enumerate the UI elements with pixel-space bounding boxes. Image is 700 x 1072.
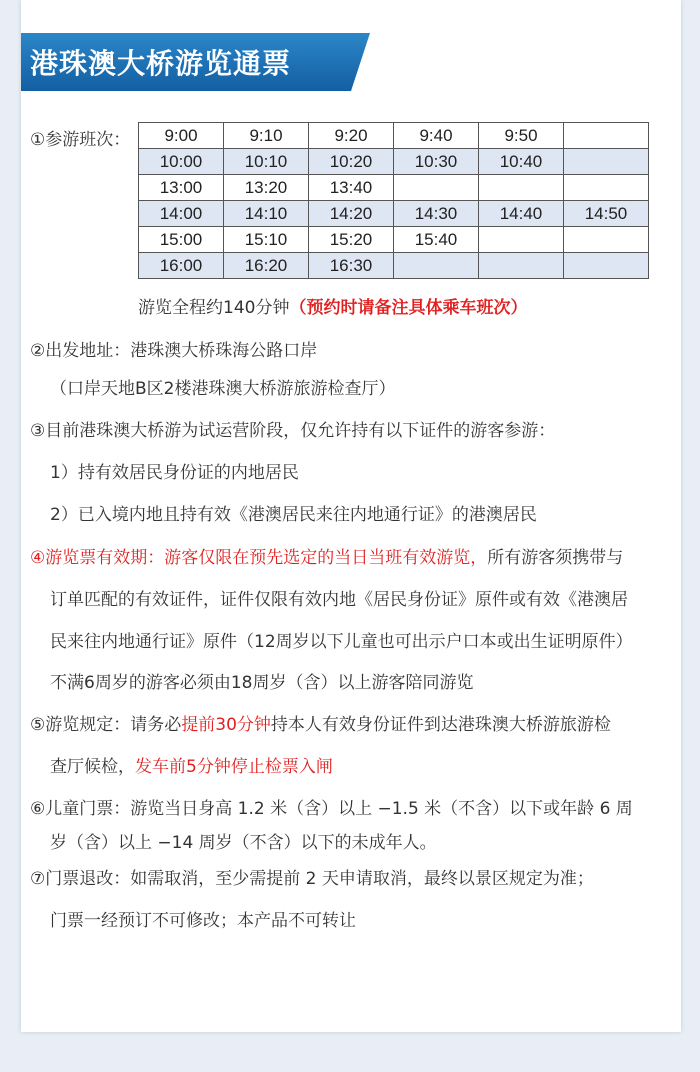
table-cell	[394, 253, 479, 279]
table-cell: 9:10	[224, 123, 309, 149]
schedule-label: ①参游班次：	[30, 130, 131, 150]
eligibility-item-1: 1）持有效居民身份证的内地居民	[50, 463, 299, 483]
rules-line-1	[30, 710, 611, 735]
table-cell: 10:30	[394, 149, 479, 175]
title-banner	[21, 33, 370, 91]
rules-line-2	[50, 752, 333, 777]
table-cell: 15:00	[139, 227, 224, 253]
table-cell	[479, 227, 564, 253]
schedule-table	[138, 122, 649, 279]
table-row	[139, 149, 649, 175]
refund-line-2: 门票一经预订不可修改；本产品不可转让	[50, 911, 356, 931]
table-cell: 14:50	[564, 201, 649, 227]
refund-line-1: ⑦门票退改：如需取消，至少需提前 2 天申请取消，最终以景区规定为准；	[30, 869, 594, 889]
rules-line2-pre: 查厅候检，	[50, 757, 135, 777]
duration-highlight: （预约时请备注具体乘车班次）	[289, 298, 528, 318]
table-row	[139, 227, 649, 253]
table-cell: 9:40	[394, 123, 479, 149]
page-title: 港珠澳大桥游览通票	[30, 47, 292, 80]
child-ticket-line-1: ⑥儿童门票：游览当日身高 1.2 米（含）以上 −1.5 米（不含）以下或年龄 6 周	[30, 799, 633, 819]
departure-detail: （口岸天地B区2楼港珠澳大桥游旅游检查厅）	[50, 379, 396, 399]
table-cell	[564, 149, 649, 175]
table-cell: 10:40	[479, 149, 564, 175]
eligibility-intro: ③目前港珠澳大桥游为试运营阶段，仅允许持有以下证件的游客参游：	[30, 421, 556, 441]
table-cell: 13:00	[139, 175, 224, 201]
rules-highlight-1: 提前30分钟	[181, 715, 271, 735]
validity-line-4: 不满6周岁的游客必须由18周岁（含）以上游客陪同游览	[50, 673, 474, 693]
validity-line-2: 订单匹配的有效证件，证件仅限有效内地《居民身份证》原件或有效《港澳居	[50, 590, 628, 610]
table-cell: 9:20	[309, 123, 394, 149]
table-cell: 9:00	[139, 123, 224, 149]
table-row	[139, 175, 649, 201]
validity-label: ④游览票有效期：	[30, 548, 165, 568]
table-cell: 9:50	[479, 123, 564, 149]
validity-rest: 所有游客须携带与	[487, 548, 624, 568]
table-cell: 14:20	[309, 201, 394, 227]
validity-line-3: 民来往内地通行证》原件（12周岁以下儿童也可出示户口本或出生证明原件）	[50, 632, 633, 652]
validity-highlight: 游客仅限在预先选定的当日当班有效游览，	[164, 548, 488, 568]
table-cell: 10:10	[224, 149, 309, 175]
rules-highlight-2: 发车前5分钟停止检票入闸	[135, 757, 333, 777]
duration-note	[138, 293, 527, 318]
table-cell	[564, 253, 649, 279]
table-cell: 10:20	[309, 149, 394, 175]
table-cell: 14:10	[224, 201, 309, 227]
table-cell	[564, 227, 649, 253]
table-cell: 14:40	[479, 201, 564, 227]
table-cell	[564, 175, 649, 201]
table-cell	[479, 253, 564, 279]
table-cell: 13:40	[309, 175, 394, 201]
table-cell: 10:00	[139, 149, 224, 175]
table-row	[139, 201, 649, 227]
table-row	[139, 123, 649, 149]
child-ticket-line-2: 岁（含）以上 −14 周岁（不含）以下的未成年人。	[50, 833, 437, 853]
table-cell: 15:20	[309, 227, 394, 253]
table-cell: 16:00	[139, 253, 224, 279]
table-cell: 13:20	[224, 175, 309, 201]
table-cell: 16:20	[224, 253, 309, 279]
eligibility-item-2: 2）已入境内地且持有效《港澳居民来往内地通行证》的港澳居民	[50, 505, 537, 525]
table-row	[139, 253, 649, 279]
validity-line-1	[30, 543, 623, 568]
table-cell: 15:40	[394, 227, 479, 253]
duration-text: 游览全程约140分钟	[138, 298, 290, 318]
table-cell	[479, 175, 564, 201]
rules-mid: 持本人有效身份证件到达港珠澳大桥游旅游检	[270, 715, 611, 735]
table-cell: 14:30	[394, 201, 479, 227]
table-cell	[564, 123, 649, 149]
table-cell: 14:00	[139, 201, 224, 227]
table-cell	[394, 175, 479, 201]
departure-address: ②出发地址：港珠澳大桥珠海公路口岸	[30, 341, 318, 361]
table-cell: 16:30	[309, 253, 394, 279]
table-cell: 15:10	[224, 227, 309, 253]
rules-pre: ⑤游览规定：请务必	[30, 715, 182, 735]
